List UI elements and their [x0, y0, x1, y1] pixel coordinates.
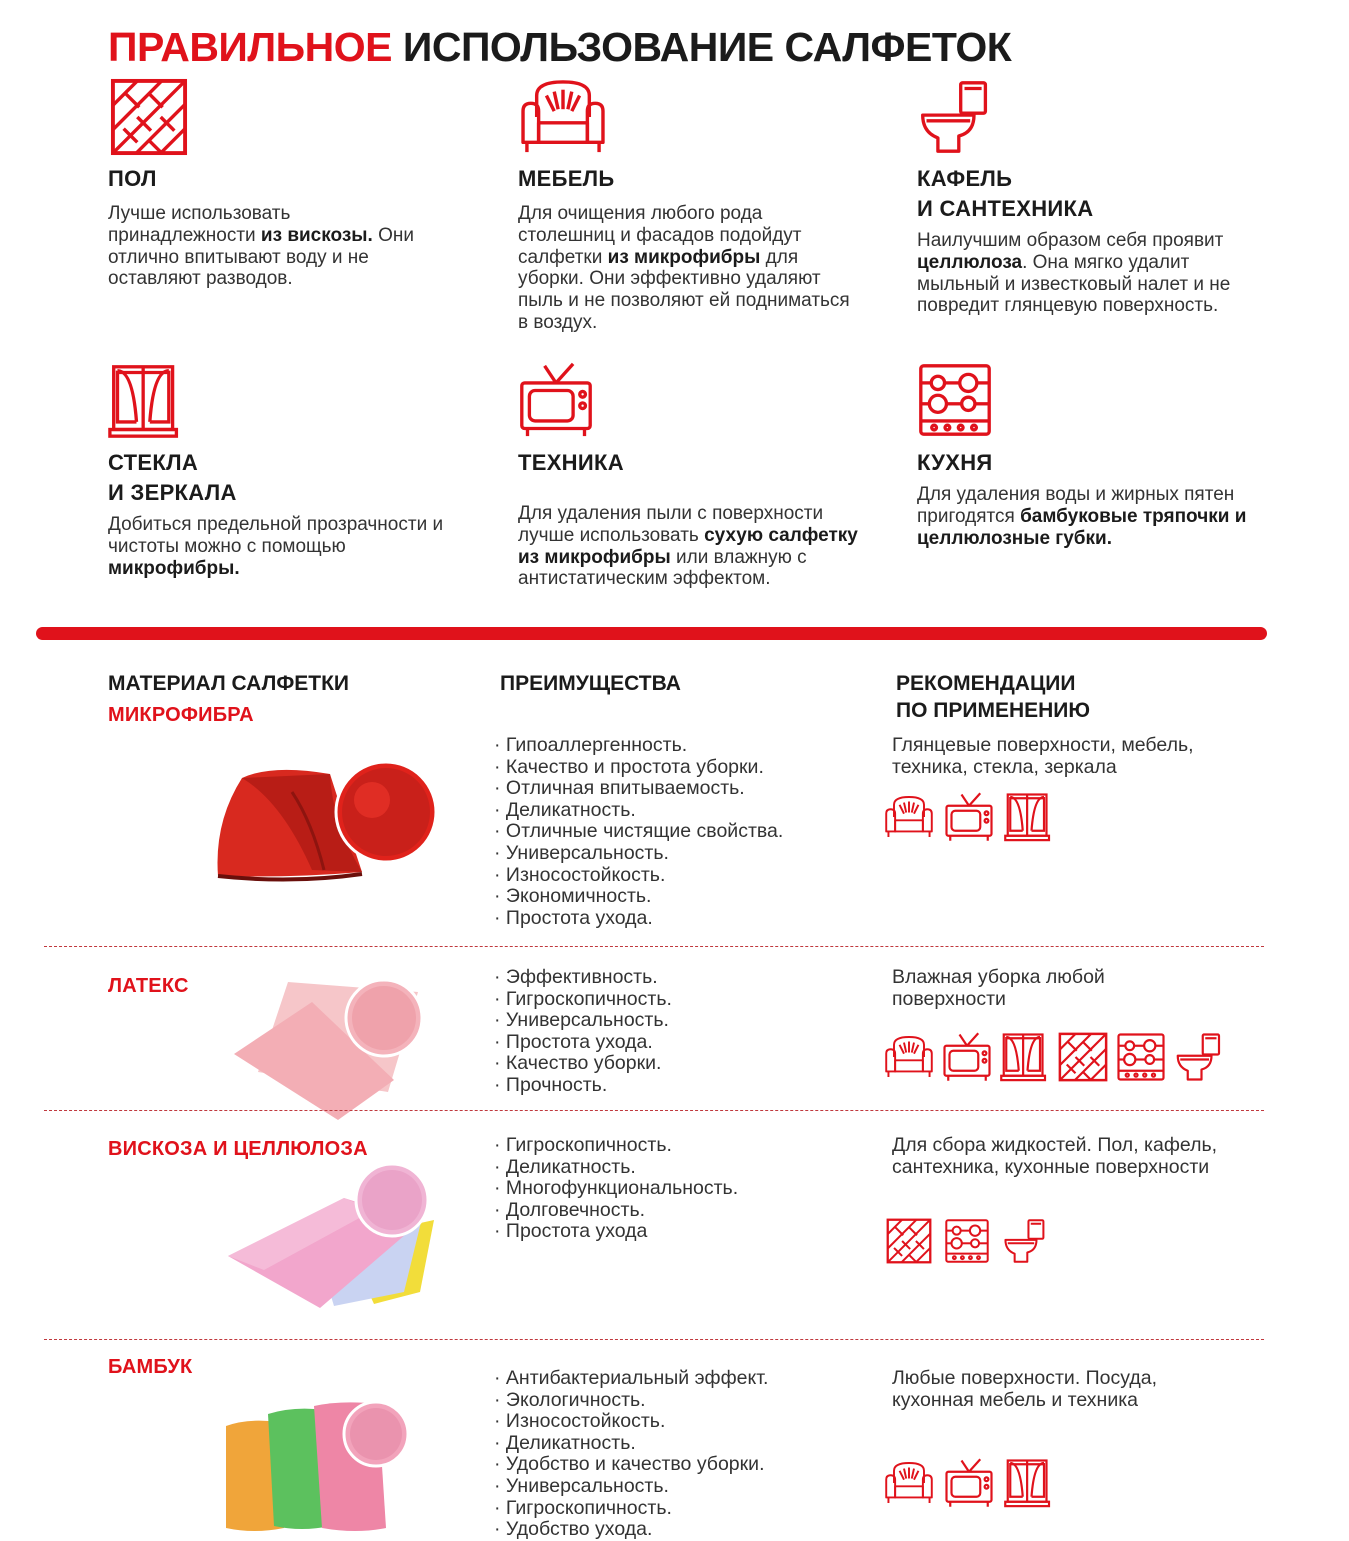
advantages-list [494, 735, 783, 929]
category-heading: СТЕКЛА [108, 450, 199, 475]
floor-icon [110, 78, 188, 156]
category-text: Для удаления воды и жирных пятен пригодятся бамбуковые тряпочки и целлюлозные губки. [917, 484, 1247, 549]
list-item: · Простота ухода. [494, 1032, 672, 1054]
tv-icon [942, 1032, 992, 1082]
advantages-list [494, 1135, 738, 1243]
surface-icons [884, 1032, 1224, 1082]
list-item: · Универсальность. [494, 1010, 672, 1032]
bamboo-cloth-image [218, 1396, 438, 1536]
column-header-recommendations: РЕКОМЕНДАЦИИ ПО ПРИМЕНЕНИЮ [896, 672, 1091, 722]
list-item: · Простота ухода. [494, 908, 783, 930]
category-text: Наилучшим образом себя проявит целлюлоза. Она мягко удалит мыльный и известковый налет и не повредит глянцевую поверхность. [917, 230, 1231, 317]
category-heading: КУХНЯ [917, 450, 993, 475]
window-icon [1004, 792, 1054, 842]
category-text: Для очищения любого рода столешниц и фасадов подойдут салфетки из микрофибры для уборки. Они эффективно удаляют пыль и не позволяют ей подниматься в воздух. [518, 203, 850, 333]
list-item: · Отличные чистящие свойства. [494, 821, 783, 843]
surface-icons [886, 1218, 1048, 1264]
surface-icons [884, 792, 1054, 842]
armchair-icon [884, 792, 934, 842]
material-name: ВИСКОЗА И ЦЕЛЛЮЛОЗА [108, 1138, 368, 1160]
list-item: · Универсальность. [494, 843, 783, 865]
list-item: · Качество уборки. [494, 1053, 672, 1075]
category-heading: КАФЕЛЬ [917, 166, 1013, 191]
category-text: Лучше использовать принадлежности из вискозы. Они отлично впитывают воду и не оставляют разводов. [108, 203, 414, 290]
column-header-advantages: ПРЕИМУЩЕСТВА [500, 672, 681, 695]
list-item: · Износостойкость. [494, 865, 783, 887]
window-icon [108, 362, 184, 440]
list-item: · Прочность. [494, 1075, 672, 1097]
tv-icon [944, 792, 994, 842]
viscose-cloth-image [224, 1160, 444, 1310]
list-item: · Гигроскопичность. [494, 1498, 768, 1520]
stove-icon [944, 1218, 990, 1264]
material-name: МИКРОФИБРА [108, 704, 254, 726]
row-separator [44, 946, 1264, 947]
armchair-icon [518, 78, 608, 156]
advantages-list [494, 967, 672, 1097]
stove-icon [1116, 1032, 1166, 1082]
category-text: Для удаления пыли с поверхности лучше использовать сухую салфетку из микрофибры или влажную с антистатическим эффектом. [518, 503, 858, 590]
list-item: · Экологичность. [494, 1390, 768, 1412]
window-icon [1000, 1032, 1050, 1082]
list-item: · Деликатность. [494, 800, 783, 822]
list-item: · Простота ухода [494, 1221, 738, 1243]
list-item: · Удобство ухода. [494, 1519, 768, 1541]
page-title [108, 24, 1011, 71]
row-separator [44, 1339, 1264, 1340]
toilet-icon [1002, 1218, 1048, 1264]
surface-icons [884, 1458, 1054, 1508]
tv-icon [518, 360, 594, 440]
category-heading: МЕБЕЛЬ [518, 166, 615, 191]
category-text: Добиться предельной прозрачности и чистоты можно с помощью микрофибры. [108, 514, 444, 579]
list-item: · Гигроскопичность. [494, 989, 672, 1011]
floor-icon [1058, 1032, 1108, 1082]
list-item: · Многофункциональность. [494, 1178, 738, 1200]
toilet-icon [917, 78, 993, 156]
latex-cloth-image [228, 972, 432, 1122]
list-item: · Деликатность. [494, 1157, 738, 1179]
recommendation-text: Любые поверхности. Посуда, кухонная мебель и техника [892, 1367, 1158, 1411]
column-header-material: МАТЕРИАЛ САЛФЕТКИ [108, 672, 350, 695]
section-divider [36, 627, 1267, 640]
category-heading: ТЕХНИКА [518, 450, 624, 475]
recommendation-text: Для сбора жидкостей. Пол, кафель, сантехника, кухонные поверхности [892, 1134, 1218, 1178]
floor-icon [886, 1218, 932, 1264]
armchair-icon [884, 1032, 934, 1082]
list-item: · Антибактериальный эффект. [494, 1368, 768, 1390]
recommendation-text: Влажная уборка любой поверхности [892, 966, 1105, 1010]
category-heading-line2: И ЗЕРКАЛА [108, 480, 237, 505]
list-item: · Гипоаллергенность. [494, 735, 783, 757]
row-separator [44, 1110, 1264, 1111]
category-heading-line2: И САНТЕХНИКА [917, 196, 1094, 221]
list-item: · Отличная впитываемость. [494, 778, 783, 800]
list-item: · Универсальность. [494, 1476, 768, 1498]
toilet-icon [1174, 1032, 1224, 1082]
material-name: ЛАТЕКС [108, 975, 189, 997]
list-item: · Эффективность. [494, 967, 672, 989]
material-name: БАМБУК [108, 1356, 193, 1378]
advantages-list [494, 1368, 768, 1541]
window-icon [1004, 1458, 1054, 1508]
microfiber-cloth-image [212, 752, 448, 890]
list-item: · Износостойкость. [494, 1411, 768, 1433]
list-item: · Долговечность. [494, 1200, 738, 1222]
list-item: · Экономичность. [494, 886, 783, 908]
list-item: · Удобство и качество уборки. [494, 1454, 768, 1476]
recommendation-text: Глянцевые поверхности, мебель, техника, стекла, зеркала [892, 734, 1194, 778]
list-item: · Гигроскопичность. [494, 1135, 738, 1157]
stove-icon [917, 362, 993, 438]
category-heading: ПОЛ [108, 166, 157, 191]
title-rest: ИСПОЛЬЗОВАНИЕ САЛФЕТОК [402, 24, 1012, 70]
list-item: · Качество и простота уборки. [494, 757, 783, 779]
list-item: · Деликатность. [494, 1433, 768, 1455]
title-accent: ПРАВИЛЬНОЕ [108, 24, 392, 70]
armchair-icon [884, 1458, 934, 1508]
tv-icon [944, 1458, 994, 1508]
